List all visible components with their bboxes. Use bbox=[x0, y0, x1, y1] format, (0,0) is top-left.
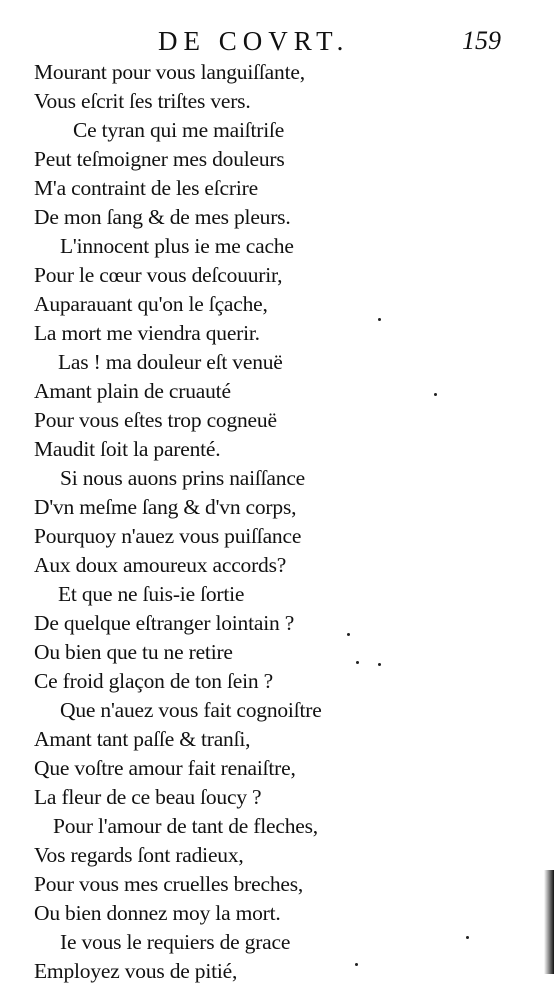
verse-line: Pour le cœur vous deſcouurir, bbox=[34, 263, 283, 287]
verse-line: Ce froid glaçon de ton ſein ? bbox=[34, 669, 273, 693]
verse-line: D'vn meſme ſang & d'vn corps, bbox=[34, 495, 297, 519]
ink-speck bbox=[434, 393, 437, 396]
verse-line: Et que ne ſuis-ie ſortie bbox=[58, 582, 245, 606]
page-edge-shadow bbox=[544, 870, 554, 974]
verse-line: De quelque eſtranger lointain ? bbox=[34, 611, 295, 635]
verse-line: Mourant pour vous languiſſante, bbox=[34, 60, 305, 84]
verse-line: Ce tyran qui me maiſtriſe bbox=[73, 118, 285, 142]
ink-speck bbox=[355, 963, 358, 966]
verse-line: Pour vous mes cruelles breches, bbox=[34, 872, 304, 896]
verse-line: Que n'auez vous fait cognoiſtre bbox=[60, 698, 322, 722]
verse-line: Vos regards ſont radieux, bbox=[34, 843, 244, 867]
verse-line: Pourquoy n'auez vous puiſſance bbox=[34, 524, 302, 548]
verse-line: Amant tant paſſe & tranſi, bbox=[34, 727, 251, 751]
verse-line: L'innocent plus ie me cache bbox=[60, 234, 294, 258]
verse-line: Employez vous de pitié, bbox=[34, 959, 238, 983]
verse-line: Vous eſcrit ſes triſtes vers. bbox=[34, 89, 251, 113]
verse-line: Las ! ma douleur eſt venuë bbox=[58, 350, 283, 374]
verse-line: Auparauant qu'on le ſçache, bbox=[34, 292, 268, 316]
verse-line: La fleur de ce beau ſoucy ? bbox=[34, 785, 262, 809]
ink-speck bbox=[347, 633, 350, 636]
ink-speck bbox=[466, 936, 469, 939]
page-number: 159 bbox=[462, 26, 501, 55]
verse-line: Pour vous eſtes trop cogneuë bbox=[34, 408, 277, 432]
verse-line: Ie vous le requiers de grace bbox=[60, 930, 291, 954]
verse-line: Que voſtre amour fait renaiſtre, bbox=[34, 756, 296, 780]
verse-line: Maudit ſoit la parenté. bbox=[34, 437, 221, 461]
verse-line: La mort me viendra querir. bbox=[34, 321, 260, 345]
verse-line: Amant plain de cruauté bbox=[34, 379, 231, 403]
ink-speck bbox=[356, 661, 359, 664]
ink-speck bbox=[378, 663, 381, 666]
ink-speck bbox=[378, 318, 381, 321]
running-head: DE COVRT. bbox=[158, 26, 350, 56]
verse-line: Si nous auons prins naiſſance bbox=[60, 466, 305, 490]
verse-line: Pour l'amour de tant de fleches, bbox=[53, 814, 318, 838]
verse-line: Aux doux amoureux accords? bbox=[34, 553, 287, 577]
verse-line: Peut teſmoigner mes douleurs bbox=[34, 147, 285, 171]
verse-line: De mon ſang & de mes pleurs. bbox=[34, 205, 291, 229]
verse-line: M'a contraint de les eſcrire bbox=[34, 176, 258, 200]
verse-line: Ou bien donnez moy la mort. bbox=[34, 901, 281, 925]
verse-line: Ou bien que tu ne retire bbox=[34, 640, 233, 664]
